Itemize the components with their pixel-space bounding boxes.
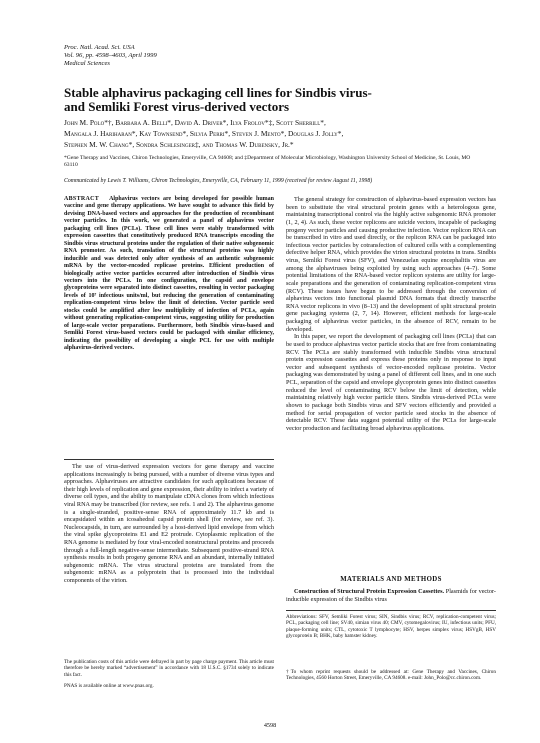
pnas-online-notice: PNAS is available online at www.pnas.org. (64, 683, 154, 690)
abstract-text: Alphavirus vectors are being developed for possible human vaccine and gene therapy applications. We have sought to advance this field by devising DNA-based vectors and approaches for the production of recombinant vector particles. In this work, we generated a panel of alphavirus vector packaging cell lines (PCLs). These cell lines were stably transformed with expression cassettes that constitutively produced RNA transcripts encoding the Sindbis virus structural proteins under the regulation of their native subgenomic RNA promoter. As such, translation of the structural proteins was highly inducible and was detected only after synthesis of an authentic subgenomic mRNA by the vector-encoded replicase proteins. Efficient production of biologically active vector particles occurred after introduction of Sindbis virus vectors into the PCLs. In one configuration, the capsid and envelope glycoproteins were separated into distinct cassettes, resulting in vector packaging levels of 10⁷ infectious units/ml, but reducing the generation of contaminating replication-competent virus below the limit of detection. Vector particle seed stocks could be amplified after low multiplicity of infection of PCLs, again without generating replication-competent virus, suggesting utility for production of large-scale vector preparations. Furthermore, both Sindbis virus-based and Semliki Forest virus-based vectors could be packaged with similar efficiency, indicating the possibility of developing a single PCL for use with multiple alphavirus-derived vectors. (64, 196, 274, 352)
journal-volume: Vol. 96, pp. 4598–4603, April 1999 (64, 52, 157, 59)
introduction-left-column (64, 463, 274, 585)
right-paragraph-2: In this paper, we report the development of packaging cell lines (PCLs) that can be used to produce alphavirus vector particle stocks that are free from contaminating RCV. The PCLs are stably transformed with inducible Sindbis virus structural protein expression cassettes and express these proteins only in response to input vector and subsequent synthesis of vector-encoded replicase proteins. Vector packaging was demonstrated by using a panel of different cell lines, and in one such PCL, separation of the capsid and envelope glycoprotein genes into distinct cassettes reduced the level of contaminating RCV below the limit of detection, while maintaining relatively high vector particle titers. Sindbis virus-derived PCLs were shown to package both Sindbis virus and SFV vectors efficiently and provided a method for serial propagation of vector particle seed stocks in the absence of detectable RCV. These data suggest potential utility of the PCLs for large-scale vector production and facilitating broad alphavirus applications. (286, 333, 496, 432)
title-line-2: and Semliki Forest virus-derived vectors (64, 99, 290, 114)
footnote-divider (286, 610, 496, 611)
subsection-text: Plasmids for vector-inducible expression of the Sindbis virus (286, 588, 496, 603)
communicated-by: Communicated by Lewis T. Williams, Chiron Technologies, Emeryville, CA, February 11, 1999 (received for review August 11, 1998) (64, 178, 373, 184)
author-list (64, 117, 484, 150)
journal-section: Medical Sciences (64, 60, 110, 67)
publication-footnotes (64, 659, 274, 695)
section-heading-materials-methods: MATERIALS AND METHODS (340, 576, 442, 583)
authors-line-3: Stephen M. W. Chang*, Sondra Schlesinger‡, and Thomas W. Dubensky, Jr.* (64, 140, 294, 149)
abstract-divider (64, 459, 274, 460)
intro-paragraph: The use of virus-derived expression vectors for gene therapy and vaccine applications increasingly is being pursued, with a number of diverse virus types and approaches. Alphaviruses are attractive candidates for such applications because of their high levels of replication and gene expression, their ability to infect a variety of diverse cell types, and the ability to manipulate cDNA clones from which infectious viral RNA may be transcribed (for review, see refs. 1 and 2). The alphavirus genome is a single-stranded, positive-sense RNA of approximately 11.7 kb and is encapsidated within an icosahedral capsid protein shell (for review, see ref. 3). Nucleocapsids, in turn, are surrounded by a host-derived lipid envelope from which the viral spike glycoproteins E1 and E2 protrude. Cytoplasmic replication of the RNA genome is mediated by four viral-encoded nonstructural proteins and proceeds through a full-length negative-sense intermediate. Subsequent positive-strand RNA synthesis results in both progeny genome RNA and an abundant, internally initiated subgenomic mRNA. The virus structural proteins are translated from the subgenomic mRNA as a polyprotein that is processed into the individual components of the virion. (64, 463, 274, 584)
abstract-label: ABSTRACT (64, 196, 100, 202)
article-title (64, 86, 484, 114)
journal-header (64, 44, 157, 68)
subsection-construction (286, 588, 496, 603)
abbreviations-footnote: Abbreviations: SFV, Semliki Forest virus; SIN, Sindbis virus; RCV, replication-competent virus; PCL, packaging cell line; SV40, simian virus 40; CMV, cytomegalovirus; IU, infectious units; PFU, plaque-forming units; CTL, cytotoxic T lymphocyte; HSV, herpes simplex virus; HSVgB, HSV glycoprotein B; BHK, baby hamster kidney. (286, 614, 496, 640)
advertisement-notice: The publication costs of this article were defrayed in part by page charge payment. This article must therefore be hereby marked “advertisement” in accordance with 18 U.S.C. §1734 solely to indicate this fact. (64, 659, 274, 678)
page-number: 4598 (263, 722, 277, 729)
journal-name: Proc. Natl. Acad. Sci. USA (64, 44, 135, 51)
right-paragraph-1: The general strategy for construction of alphavirus-based expression vectors has been to substitute the viral structural protein genes with a heterologous gene, maintaining transcriptional control via the highly active subgenomic RNA promoter (1, 2, 4). As such, these vector replicons are suicide vectors, incapable of packaging progeny vector particles and causing productive infection. Vector replicon RNA can be transcribed in vitro and used directly, or the replicon RNA can be packaged into infectious vector particles by cotransfection of cultured cells with a complementing defective helper RNA, which provides the virion structural proteins in trans. Sindbis virus, Semliki Forest virus (SFV), and Venezuelan equine encephalitis virus are among the alphaviruses being exploited by using such approaches (4–7). Some potential limitations of the RNA-based vector replicon systems are utility for large-scale preparations and the generation of contaminating replication-competent virus (RCV). These issues have begun to be addressed through the conversion of alphavirus vectors into functional plasmid DNA formats that directly transcribe RNA vector replicons in vivo (8–13) and the development of split structural protein gene packaging systems (2, 7, 14). However, efficient methods for large-scale packaging of alphavirus vector particles, in the absence of RCV, remain to be developed. (286, 196, 496, 333)
correspondence-footnote: †To whom reprint requests should be addressed at: Gene Therapy and Vaccines, Chiron Technologies, 4560 Horton Street, Emeryville, CA 94608. e-mail: John_Polo@cc.chiron.com. (286, 669, 496, 682)
authors-line-1: John M. Polo*†, Barbara A. Belli*, David A. Driver*, Ilya Frolov*‡, Scott Sherrill*, (64, 118, 326, 127)
authors-line-2: Mangala J. Hariharan*, Kay Townsend*, Silvia Perri*, Steven J. Mento*, Douglas J. Jolly*, (64, 129, 344, 138)
title-line-1: Stable alphavirus packaging cell lines for Sindbis virus- (64, 85, 372, 100)
abstract (64, 196, 274, 353)
subsection-title: Construction of Structural Protein Expression Cassettes. (294, 588, 445, 595)
affiliations: *Gene Therapy and Vaccines, Chiron Technologies, Emeryville, CA 94608; and ‡Department of Molecular Microbiology, Washington University School of Medicine, St. Louis, MO 63110 (64, 155, 471, 168)
right-column-body (286, 196, 496, 432)
